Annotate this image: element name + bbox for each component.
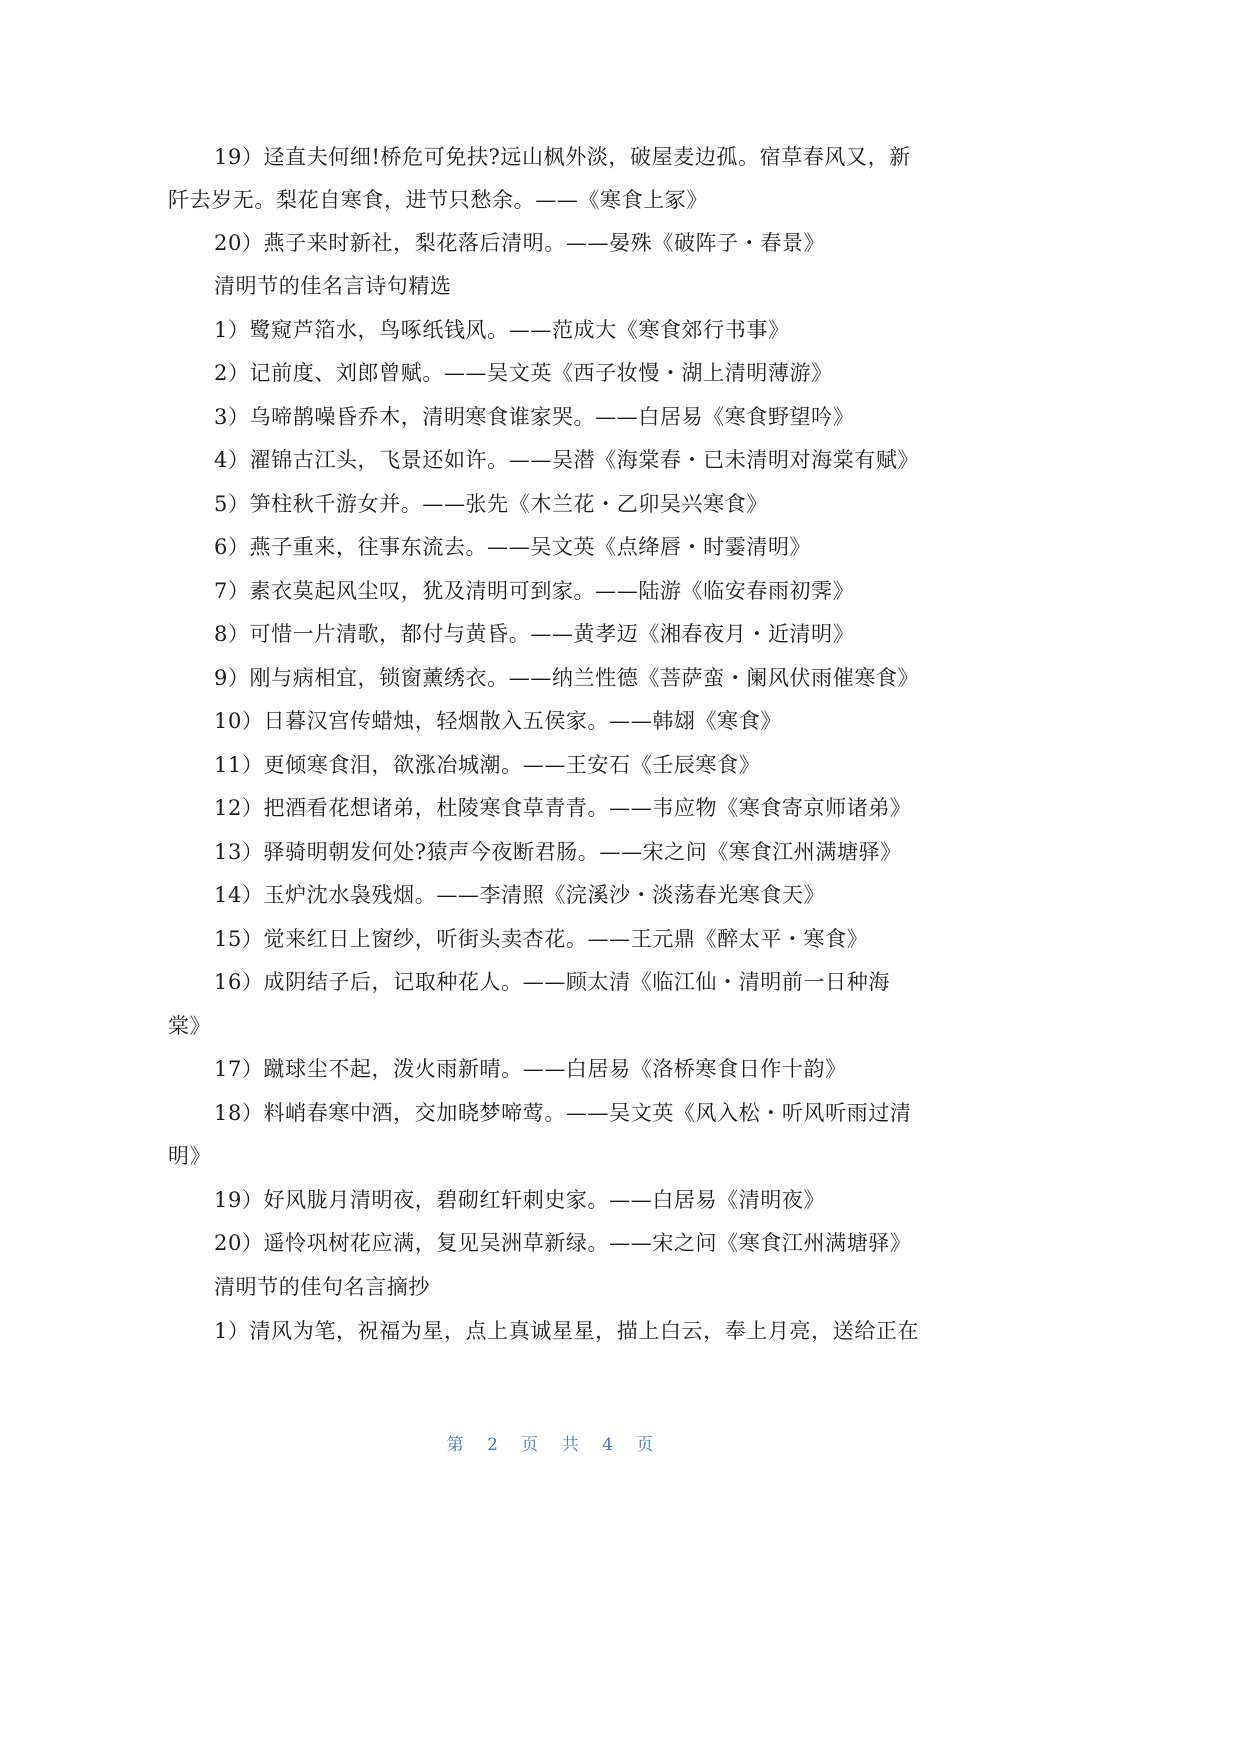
text-line: 3）乌啼鹊噪昏乔木，清明寒食谁家哭。——白居易《寒食野望吟》 bbox=[214, 405, 855, 429]
text-line: 19）迳直夫何细!桥危可免扶?远山枫外淡，破屋麦边孤。宿草春风又，新 bbox=[214, 145, 911, 169]
text-line: 棠》 bbox=[168, 1014, 212, 1038]
text-line: 10）日暮汉宫传蜡烛，轻烟散入五侯家。——韩翃《寒食》 bbox=[214, 709, 782, 733]
text-line: 6）燕子重来，往事东流去。——吴文英《点绛唇・时霎清明》 bbox=[214, 535, 812, 559]
text-line: 明》 bbox=[168, 1144, 212, 1168]
text-line: 阡去岁无。梨花自寒食，进节只愁余。——《寒食上冢》 bbox=[168, 188, 708, 212]
text-line: 1）清风为笔，祝福为星，点上真诚星星，描上白云，奉上月亮，送给正在 bbox=[214, 1319, 920, 1343]
text-line: 12）把酒看花想诸弟，杜陵寒食草青青。——韦应物《寒食寄京师诸弟》 bbox=[214, 796, 912, 820]
text-line: 8）可惜一片清歌，都付与黄昏。——黄孝迈《湘春夜月・近清明》 bbox=[214, 622, 855, 646]
text-line: 17）蹴球尘不起，泼火雨新晴。——白居易《洛桥寒食日作十韵》 bbox=[214, 1057, 847, 1081]
text-line: 4）濯锦古江头，飞景还如许。——吴潜《海棠春・已未清明对海棠有赋》 bbox=[214, 448, 920, 472]
section-heading: 清明节的佳名言诗句精选 bbox=[214, 274, 452, 298]
text-line: 20）遥怜巩树花应满，复见吴洲草新绿。——宋之问《寒食江州满塘驿》 bbox=[214, 1231, 912, 1255]
text-line: 19）好风胧月清明夜，碧砌红轩刺史家。——白居易《清明夜》 bbox=[214, 1188, 826, 1212]
text-line: 11）更倾寒食泪，欲涨冶城潮。——王安石《壬辰寒食》 bbox=[214, 753, 761, 777]
page-number-footer: 第 2 页 共 4 页 bbox=[446, 1435, 656, 1455]
text-line: 16）成阴结子后，记取种花人。——顾太清《临江仙・清明前一日种海 bbox=[214, 970, 890, 994]
text-line: 9）刚与病相宜，锁窗薰绣衣。——纳兰性德《菩萨蛮・阑风伏雨催寒食》 bbox=[214, 666, 920, 690]
text-line: 14）玉炉沈水袅残烟。——李清照《浣溪沙・淡荡春光寒食天》 bbox=[214, 883, 826, 907]
text-line: 13）驿骑明朝发何处?猿声今夜断君肠。——宋之问《寒食江州满塘驿》 bbox=[214, 840, 902, 864]
text-line: 2）记前度、刘郎曾赋。——吴文英《西子妆慢・湖上清明薄游》 bbox=[214, 361, 833, 385]
text-line: 15）觉来红日上窗纱，听街头卖杏花。——王元鼎《醉太平・寒食》 bbox=[214, 927, 869, 951]
text-line: 7）素衣莫起风尘叹，犹及清明可到家。——陆游《临安春雨初霁》 bbox=[214, 579, 855, 603]
text-line: 5）笋柱秋千游女并。——张先《木兰花・乙卯吴兴寒食》 bbox=[214, 492, 768, 516]
text-line: 1）鹭窥芦箔水，鸟啄纸钱风。——范成大《寒食郊行书事》 bbox=[214, 318, 790, 342]
text-line: 18）料峭春寒中酒，交加晓梦啼莺。——吴文英《风入松・听风听雨过清 bbox=[214, 1101, 912, 1125]
text-line: 20）燕子来时新社，梨花落后清明。——晏殊《破阵子・春景》 bbox=[214, 231, 826, 255]
section-heading: 清明节的佳句名言摘抄 bbox=[214, 1275, 430, 1299]
